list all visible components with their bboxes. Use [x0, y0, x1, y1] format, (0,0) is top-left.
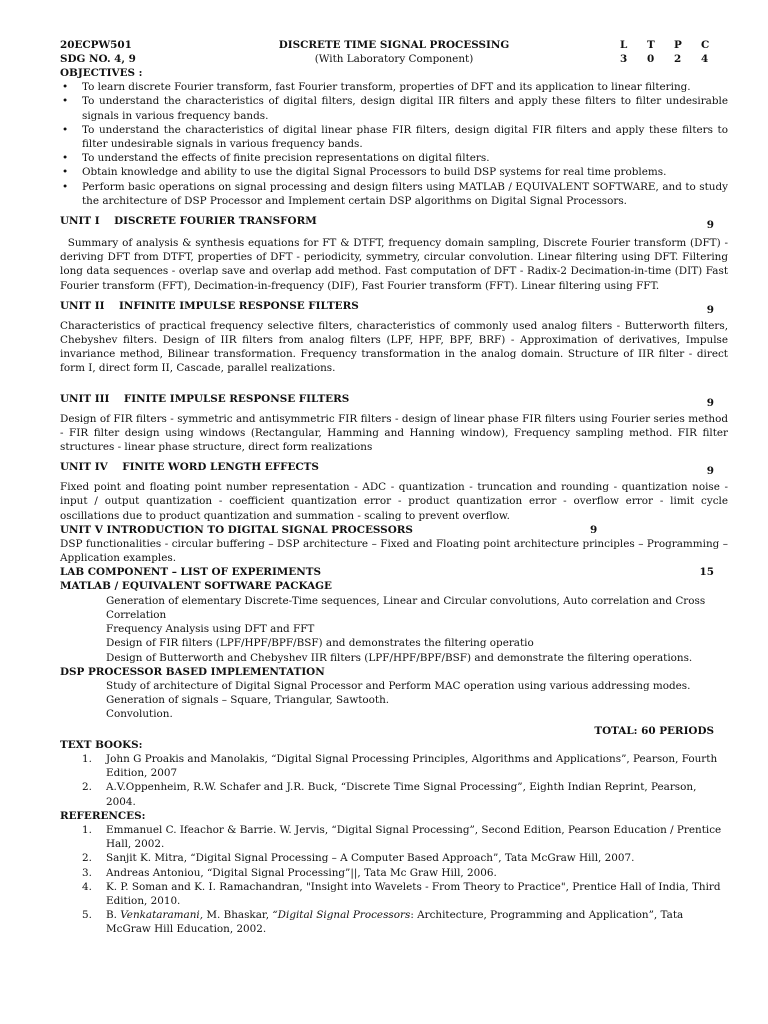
unit-4-heading: UNIT IV FINITE WORD LENGTH EFFECTS 9: [60, 461, 714, 478]
list-item: • To understand the effects of finite precision representations on digital filters.: [60, 151, 728, 165]
references-list: [60, 823, 728, 937]
list-item: 2. Sanjit K. Mitra, “Digital Signal Processing – A Computer Based Approach”, Tata McGraw Hill, 2007.: [82, 852, 635, 865]
lab-heading: LAB COMPONENT – LIST OF EXPERIMENTS 15: [60, 566, 714, 579]
unit-3-heading: UNIT III FINITE IMPULSE RESPONSE FILTERS 9: [60, 392, 714, 409]
list-item: • Obtain knowledge and ability to use the digital Signal Processors to build DSP systems for real time problems.: [60, 165, 728, 179]
unit-5-heading: UNIT V INTRODUCTION TO DIGITAL SIGNAL PROCESSORS 9: [60, 523, 598, 536]
unit-5-content: DSP functionalities - circular buffering – DSP architecture – Fixed and Floating point architecture principles – Programming – Application examples.: [60, 537, 728, 565]
list-item: Generation of signals – Square, Triangular, Sawtooth.: [106, 694, 390, 707]
course-subtitle: (With Laboratory Component): [314, 53, 474, 66]
unit-1-hours: 9: [706, 219, 714, 232]
unit-2-content: Characteristics of practical frequency selective filters, characteristics of commonly used analog filters - Butterworth filters, Chebyshev filters. Design of IIR filters from analog filters (LPF, HPF, BPF, BRF) - Approximation of derivatives, Impulse invariance method, Bilinear transformation. Frequency transformation in the analog domain. Structure of IIR filter - direct form I, direct form II, Cascade, parallel realizations.: [60, 319, 728, 375]
unit-1-heading: UNIT I DISCRETE FOURIER TRANSFORM 9: [60, 215, 714, 232]
list-item: 5. B. Venkataramani, M. Bhaskar, “Digital Signal Processors: Architecture, Programming and Application”, Tata McGraw Hill Education, 2002.: [82, 909, 684, 936]
unit-2-hours: 9: [706, 303, 714, 316]
unit-5-hours: 9: [590, 523, 598, 536]
unit-3-hours: 9: [706, 396, 714, 409]
ltpc-values: 3 0 2 4: [620, 53, 709, 66]
list-item: • To understand the characteristics of digital filters, design digital IIR filters and apply these filters to filter undesirable signals in various frequency bands.: [60, 94, 728, 122]
course-title: DISCRETE TIME SIGNAL PROCESSING: [278, 39, 510, 51]
objectives-heading: OBJECTIVES :: [60, 67, 143, 79]
unit-2-heading: UNIT II INFINITE IMPULSE RESPONSE FILTERS 9: [60, 299, 714, 316]
textbooks-heading: TEXT BOOKS:: [60, 738, 143, 751]
objectives-list: [60, 80, 728, 208]
unit-3-content: Design of FIR filters - symmetric and antisymmetric FIR filters - design of linear phase FIR filters using Fourier series method - FIR filter design using windows (Rectangular, Hamming and Hanning window), Frequency sampling method. FIR filter structures - linear phase structure, direct form realizations: [60, 412, 728, 454]
matlab-experiments: [60, 594, 728, 665]
ltpc-table: [620, 38, 728, 66]
dsp-heading: DSP PROCESSOR BASED IMPLEMENTATION: [60, 665, 325, 678]
dsp-experiments: [60, 679, 728, 722]
matlab-heading: MATLAB / EQUIVALENT SOFTWARE PACKAGE: [60, 580, 332, 593]
list-item: Design of Butterworth and Chebyshev IIR filters (LPF/HPF/BPF/BSF) and demonstrate the filtering operations.: [106, 651, 693, 664]
list-item: 3. Andreas Antoniou, “Digital Signal Processing”||, Tata Mc Graw Hill, 2006.: [82, 866, 497, 879]
list-item: • To understand the characteristics of digital linear phase FIR filters, design digital FIR filters and apply these filters to filter undesirable signals in various frequency bands.: [60, 123, 728, 151]
list-item: 1. John G Proakis and Manolakis, “Digital Signal Processing Principles, Algorithms and Applications”, Pearson, Fourth Edition, 2007: [82, 752, 718, 780]
list-item: 2. A.V.Oppenheim, R.W. Schafer and J.R. Buck, “Discrete Time Signal Processing”, Eighth Indian Reprint, Pearson, 2004.: [82, 781, 697, 808]
lab-hours: 15: [699, 566, 714, 579]
unit-1-content: Summary of analysis & synthesis equations for FT & DTFT, frequency domain sampling, Discrete Fourier transform (DFT) - deriving DFT from DTFT, properties of DFT - periodicity, symmetry, circular convolution. Linear filtering using DFT. Filtering long data sequences - overlap save and overlap add method. Fast computation of DFT - Radix-2 Decimation-in-time (DIT) Fast Fourier transform (FFT), Decimation-in-frequency (DIF), Fast Fourier transform (FFT). Linear filtering using FFT.: [60, 237, 732, 292]
list-item: • To learn discrete Fourier transform, fast Fourier transform, properties of DFT and its application to linear filtering.: [60, 80, 728, 94]
list-item: 1. Emmanuel C. Ifeachor & Barrie. W. Jervis, “Digital Signal Processing”, Second Edition, Pearson Education / Prentice Hall, 2002.: [82, 823, 722, 851]
list-item: Generation of elementary Discrete-Time sequences, Linear and Circular convolutions, Auto correlation and Cross Correlation: [106, 594, 706, 621]
list-item: 4. K. P. Soman and K. I. Ramachandran, "Insight into Wavelets - From Theory to Practice", Prentice Hall of India, Third Edition, 2010.: [82, 880, 721, 907]
textbooks-list: [60, 752, 728, 809]
course-code: 20ECPW501: [60, 39, 132, 51]
total-periods: TOTAL: 60 PERIODS: [594, 724, 714, 737]
list-item: Frequency Analysis using DFT and FFT: [106, 623, 315, 636]
unit-4-content: Fixed point and floating point number representation - ADC - quantization - truncation and rounding - quantization noise - input / output quantization - coefficient quantization error - product quantization error - overflow error - limit cycle oscillations due to product quantization and summation - scaling to prevent overflow.: [60, 481, 728, 522]
list-item: Study of architecture of Digital Signal Processor and Perform MAC operation using various addressing modes.: [106, 679, 691, 692]
sdg-number: SDG NO. 4, 9: [60, 53, 136, 66]
unit-4-hours: 9: [706, 465, 714, 478]
references-heading: REFERENCES:: [60, 809, 146, 822]
ltpc-labels: L T P C: [620, 39, 710, 51]
course-header: [60, 38, 728, 66]
list-item: • Perform basic operations on signal processing and design filters using MATLAB / EQUIVALENT SOFTWARE, and to study the architecture of DSP Processor and Implement certain DSP algorithms on Digital Signal Processors.: [60, 180, 728, 208]
list-item: Convolution.: [106, 708, 173, 721]
list-item: Design of FIR filters (LPF/HPF/BPF/BSF) and demonstrates the filtering operatio: [106, 637, 534, 650]
